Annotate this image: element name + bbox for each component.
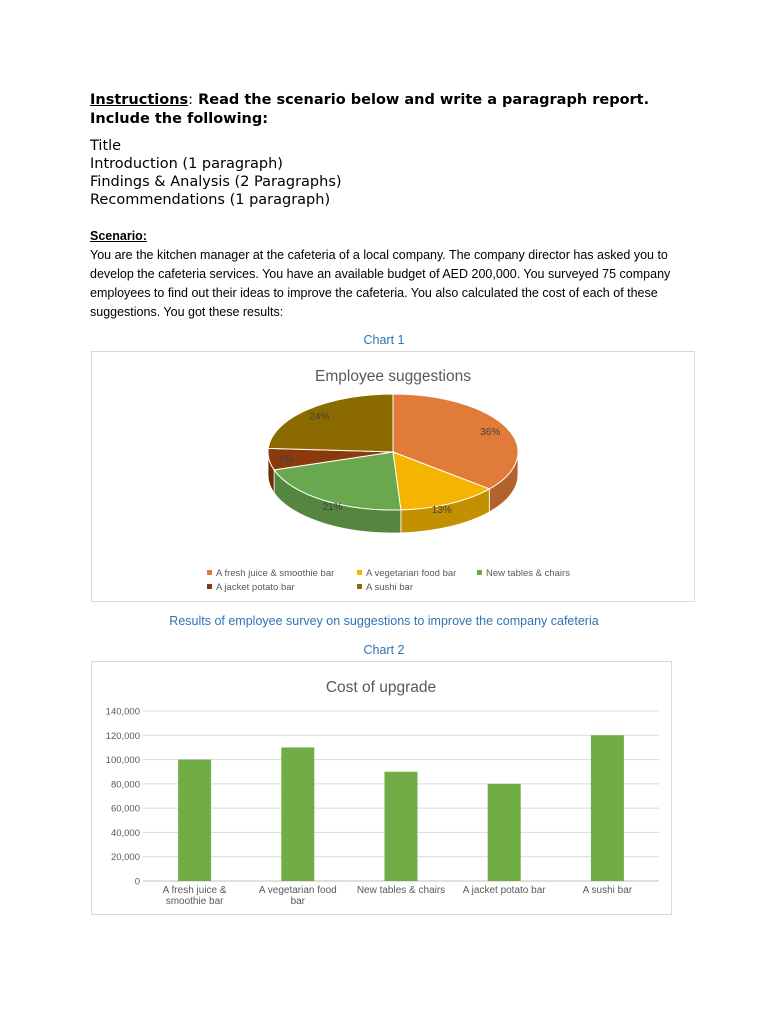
legend-label: A sushi bar: [366, 582, 413, 593]
pie-data-label: 13%: [431, 505, 452, 517]
y-tick-label: 0: [134, 876, 140, 888]
list-item: Recommendations (1 paragraph): [90, 192, 331, 208]
bar: [178, 760, 211, 881]
y-tick-label: 80,000: [110, 779, 140, 791]
legend-swatch: [207, 570, 212, 575]
report-sections-list: [90, 137, 342, 209]
pie-data-label: 36%: [480, 426, 501, 438]
chart-title: Cost of upgrade: [325, 679, 437, 696]
pie-chart-box: [91, 351, 695, 602]
scenario-heading: Scenario:: [90, 229, 147, 243]
scenario-body: [90, 246, 690, 322]
scenario-line: develop the cafeteria services. You have an available budget of AED 200,000. You surveyed 75 company: [90, 267, 671, 281]
instructions-line2: Include the following:: [90, 111, 269, 127]
instructions-colon: :: [188, 92, 194, 108]
bar: [385, 772, 418, 881]
x-tick-label: A vegetarian food: [258, 885, 337, 896]
instructions: [90, 91, 690, 129]
legend-swatch: [207, 584, 212, 589]
y-tick-label: 140,000: [105, 706, 140, 718]
x-tick-label: bar: [290, 896, 306, 907]
pie-data-label: 21%: [322, 501, 343, 513]
legend-label: A jacket potato bar: [216, 582, 295, 593]
chart1-caption: Chart 1: [363, 333, 405, 347]
pie-chart: [92, 352, 694, 601]
list-item: Title: [90, 138, 122, 154]
legend-swatch: [477, 570, 482, 575]
instructions-label: Instructions: [90, 92, 189, 108]
legend-swatch: [357, 570, 362, 575]
bar: [281, 747, 314, 881]
list-item: Introduction (1 paragraph): [90, 156, 283, 172]
chart2-caption: Chart 2: [363, 643, 405, 657]
instructions-line1: Read the scenario below and write a paragraph report.: [193, 92, 650, 108]
bar-chart-box: [91, 661, 672, 915]
y-tick-label: 100,000: [105, 755, 140, 767]
bar-chart: [92, 662, 671, 914]
pie-data-label: 6%: [279, 454, 294, 466]
chart-title: Employee suggestions: [315, 368, 471, 385]
x-tick-label: New tables & chairs: [356, 885, 446, 896]
x-tick-label: A jacket potato bar: [462, 885, 546, 896]
bar: [488, 784, 521, 881]
legend-label: A vegetarian food bar: [366, 568, 457, 579]
legend-label: A fresh juice & smoothie bar: [216, 568, 335, 579]
scenario-line: You are the kitchen manager at the cafeteria of a local company. The company director has asked you to: [90, 248, 668, 262]
list-item: Findings & Analysis (2 Paragraphs): [90, 174, 342, 190]
legend-label: New tables & chairs: [486, 568, 570, 579]
bar: [591, 735, 624, 881]
pie-data-label: 24%: [309, 411, 330, 423]
scenario-line: suggestions. You got these results:: [90, 305, 284, 319]
y-tick-label: 40,000: [110, 827, 140, 839]
chart1-description: Results of employee survey on suggestions to improve the company cafeteria: [169, 614, 599, 628]
legend-swatch: [357, 584, 362, 589]
pie-slice: [268, 394, 393, 452]
y-tick-label: 20,000: [110, 852, 140, 864]
x-tick-label: A sushi bar: [582, 885, 633, 896]
scenario-line: employees to find out their ideas to improve the cafeteria. You also calculated the cost of each of these: [90, 286, 658, 300]
y-tick-label: 120,000: [105, 730, 140, 742]
x-tick-label: smoothie bar: [165, 896, 224, 907]
x-tick-label: A fresh juice &: [162, 885, 227, 896]
y-tick-label: 60,000: [110, 803, 140, 815]
